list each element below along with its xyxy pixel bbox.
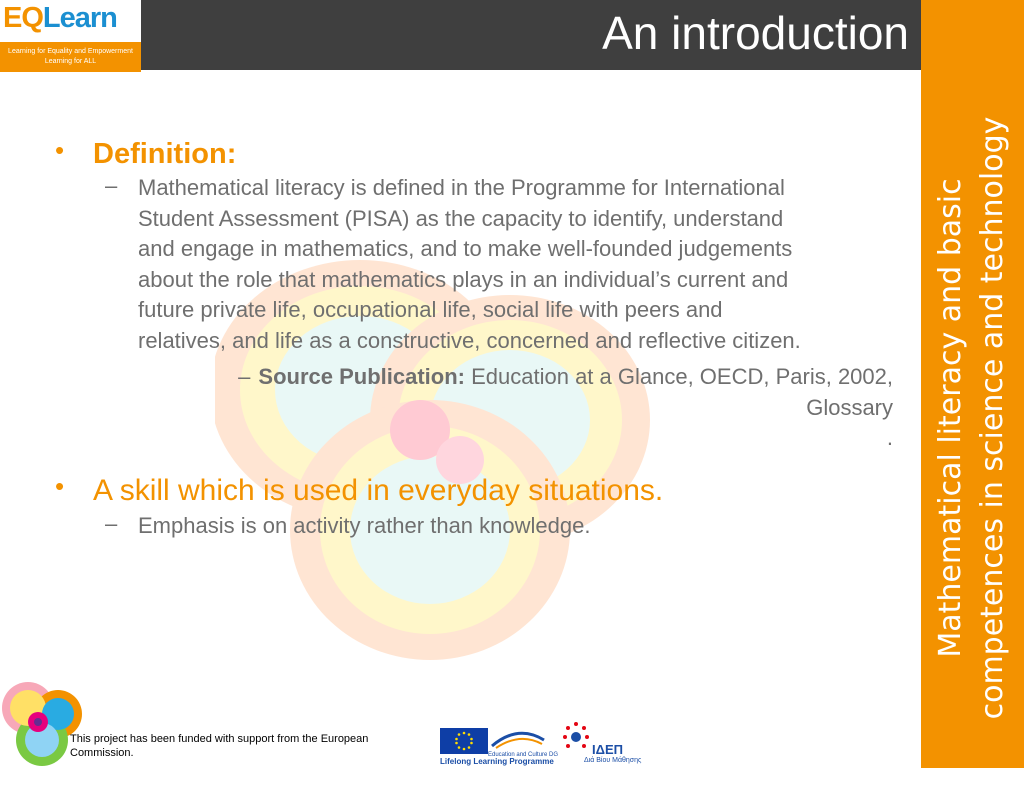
- bullet-skill: [55, 471, 905, 511]
- bullet-dot-icon: •: [55, 471, 65, 501]
- idep-caption: Διά Βίου Μάθησης: [584, 757, 642, 764]
- logo-learn: Learn: [42, 2, 117, 34]
- course-sidebar: [921, 0, 1024, 768]
- eqlearn-logo: [0, 0, 141, 72]
- definition-subitem: [55, 173, 810, 356]
- edu-culture-caption: Education and Culture DG: [488, 752, 559, 758]
- dash-marker: –: [238, 364, 251, 389]
- slide-title: An introduction: [602, 7, 909, 59]
- logo-wordmark: [3, 2, 117, 35]
- eu-stars-icon: [440, 728, 488, 754]
- slide-content: [55, 135, 905, 542]
- definition-heading: Definition:: [93, 138, 237, 170]
- llp-swoosh-icon: [490, 730, 546, 750]
- source-publication: [55, 362, 893, 423]
- course-title-line2: competences in science and technology: [975, 116, 1010, 720]
- idep-text: ΙΔΕΠ: [592, 742, 624, 757]
- skill-heading: A skill which is used in everyday situations.: [93, 474, 664, 507]
- logo-tagline-line2: Learning for ALL: [44, 58, 97, 65]
- bullet-dot-icon: •: [55, 135, 65, 165]
- eu-flag-icon: [440, 728, 488, 754]
- dash-marker: –: [105, 511, 118, 536]
- llp-caption: Lifelong Learning Programme: [440, 757, 554, 766]
- idep-logo-icon: [560, 720, 592, 756]
- definition-text: Mathematical literacy is defined in the Programme for International Student Assessment (PISA) as the capacity to identify, understand and engage in mathematics, and to make well-founded judgements about the role that mathematics plays in an individual’s current and future private life, occupational life, social life with peers and relatives, and life as a constructive, concerned and reflective citizen.: [138, 175, 801, 353]
- source-label: Source Publication:: [258, 364, 465, 389]
- course-title-line1: Mathematical literacy and basic: [933, 178, 968, 658]
- logo-eq: EQ: [3, 2, 43, 34]
- logo-tagline-line1: Learning for Equality and Empowerment: [8, 48, 133, 55]
- funding-notice: This project has been funded with support from the European Commission.: [70, 733, 369, 759]
- bullet-definition: [55, 135, 905, 173]
- source-text: Education at a Glance, OECD, Paris, 2002,: [471, 364, 893, 389]
- skill-text: Emphasis is on activity rather than knowledge.: [138, 513, 591, 538]
- source-period: .: [886, 425, 893, 450]
- source-text-2: Glossary: [806, 394, 893, 420]
- logo-tagline: [0, 42, 141, 72]
- course-title-vertical: [930, 48, 1014, 788]
- dash-marker: –: [105, 173, 118, 198]
- skill-subitem: [55, 511, 810, 542]
